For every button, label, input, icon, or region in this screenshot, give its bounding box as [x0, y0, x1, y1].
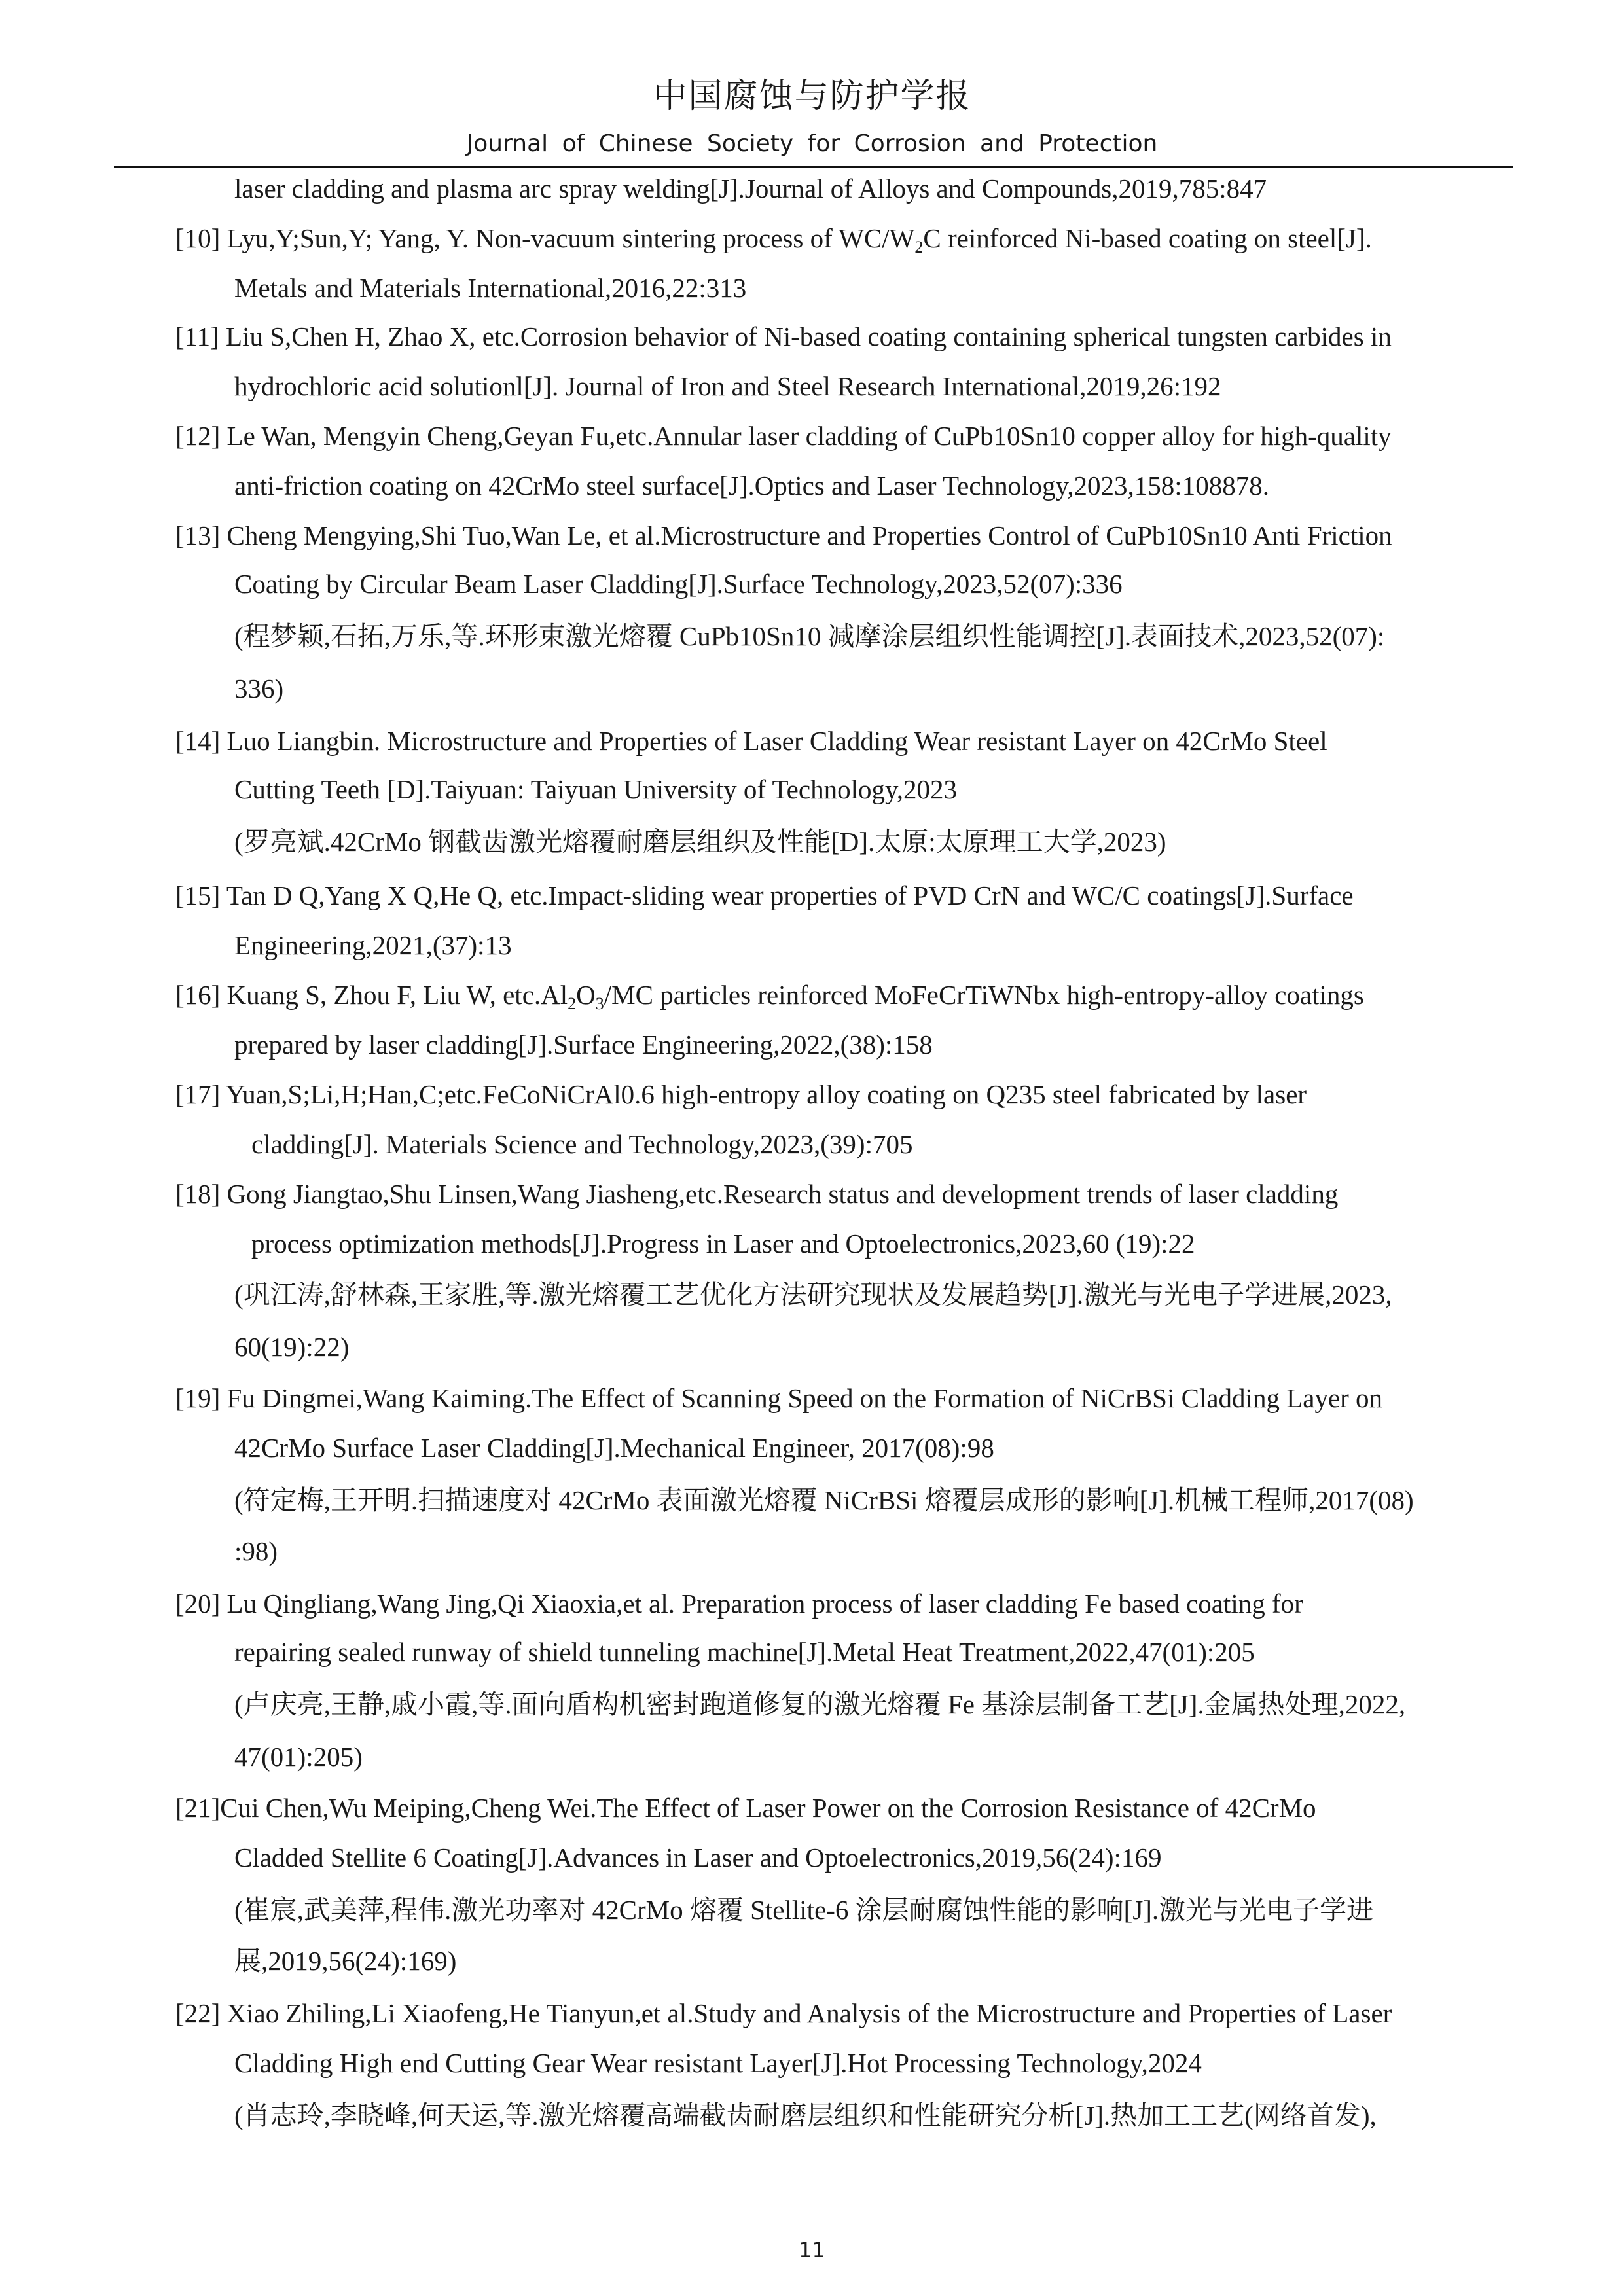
reference-19-line-4: :98) [234, 1536, 278, 1566]
reference-13-line-1: [13] Cheng Mengying,Shi Tuo,Wan Le, et al.Microstructure and Properties Control of CuPb10Sn10 Anti Friction [175, 520, 1392, 550]
reference-11-line-2: hydrochloric acid solutionl[J]. Journal of Iron and Steel Research International,2019,26:192 [234, 371, 1221, 401]
reference-10-line-1 [175, 219, 1372, 258]
reference-14-line-1: [14] Luo Liangbin. Microstructure and Properties of Laser Cladding Wear resistant Layer on 42CrMo Steel [175, 726, 1327, 756]
reference-16-text-b: /MC particles reinforced MoFeCrTiWNbx high-entropy-alloy coatings [604, 980, 1364, 1010]
reference-14-line-3: (罗亮斌.42CrMo 钢截齿激光熔覆耐磨层组织及性能[D].太原:太原理工大学,2023) [234, 827, 1166, 857]
reference-11-line-1: [11] Liu S,Chen H, Zhao X, etc.Corrosion behavior of Ni-based coating containing spherical tungsten carbides in [175, 321, 1392, 351]
reference-20-line-4: 47(01):205) [234, 1742, 363, 1772]
reference-13-line-4: 336) [234, 673, 284, 704]
reference-16-subscript-2: 3 [595, 994, 604, 1013]
reference-12-line-1: [12] Le Wan, Mengyin Cheng,Geyan Fu,etc.Annular laser cladding of CuPb10Sn10 copper alloy for high-quality [175, 421, 1392, 451]
reference-16-line-1 [175, 975, 1364, 1014]
reference-10-line-2: Metals and Materials International,2016,22:313 [234, 273, 747, 303]
reference-13-line-3: (程梦颖,石拓,万乐,等.环形束激光熔覆 CuPb10Sn10 减摩涂层组织性能调控[J].表面技术,2023,52(07): [234, 621, 1385, 651]
reference-21-line-4: 展,2019,56(24):169) [234, 1946, 457, 1976]
reference-10-subscript: 2 [914, 238, 924, 257]
reference-21-line-2: Cladded Stellite 6 Coating[J].Advances in Laser and Optoelectronics,2019,56(24):169 [234, 1842, 1162, 1873]
reference-10-text-a: [10] Lyu,Y;Sun,Y; Yang, Y. Non-vacuum sintering process of WC/W [175, 223, 915, 253]
reference-22-line-2: Cladding High end Cutting Gear Wear resistant Layer[J].Hot Processing Technology,2024 [234, 2048, 1202, 2078]
reference-21-line-1: [21]Cui Chen,Wu Meiping,Cheng Wei.The Effect of Laser Power on the Corrosion Resistance of 42CrMo [175, 1793, 1316, 1823]
reference-9-continuation: laser cladding and plasma arc spray welding[J].Journal of Alloys and Compounds,2019,785:847 [234, 173, 1267, 204]
reference-18-line-4: 60(19):22) [234, 1332, 350, 1362]
reference-18-line-3: (巩江涛,舒林森,王家胜,等.激光熔覆工艺优化方法研究现状及发展趋势[J].激光与光电子学进展,2023, [234, 1280, 1392, 1310]
reference-20-line-2: repairing sealed runway of shield tunneling machine[J].Metal Heat Treatment,2022,47(01):205 [234, 1637, 1255, 1667]
reference-19-line-1: [19] Fu Dingmei,Wang Kaiming.The Effect of Scanning Speed on the Formation of NiCrBSi Cladding Layer on [175, 1383, 1383, 1413]
page-number: 11 [799, 2238, 825, 2263]
journal-title-english: Journal of Chinese Society for Corrosion and Protection [466, 130, 1158, 157]
reference-19-line-2: 42CrMo Surface Laser Cladding[J].Mechanical Engineer, 2017(08):98 [234, 1433, 994, 1463]
journal-title-chinese: 中国腐蚀与防护学报 [653, 77, 971, 116]
reference-19-line-3: (符定梅,王开明.扫描速度对 42CrMo 表面激光熔覆 NiCrBSi 熔覆层成形的影响[J].机械工程师,2017(08) [234, 1485, 1414, 1515]
reference-15-line-2: Engineering,2021,(37):13 [234, 930, 512, 960]
reference-18-line-2: process optimization methods[J].Progress in Laser and Optoelectronics,2023,60 (19):22 [251, 1229, 1195, 1259]
reference-10-text-b: C reinforced Ni-based coating on steel[J]. [923, 223, 1372, 253]
reference-20-line-3: (卢庆亮,王静,戚小霞,等.面向盾构机密封跑道修复的激光熔覆 Fe 基涂层制备工艺[J].金属热处理,2022, [234, 1689, 1406, 1719]
reference-20-line-1: [20] Lu Qingliang,Wang Jing,Qi Xiaoxia,et al. Preparation process of laser cladding Fe based coating for [175, 1588, 1303, 1619]
reference-22-line-3: (肖志玲,李晓峰,何天运,等.激光熔覆高端截齿耐磨层组织和性能研究分析[J].热加工工艺(网络首发), [234, 2100, 1377, 2130]
reference-16-text-mid: O [576, 980, 596, 1010]
reference-17-line-1: [17] Yuan,S;Li,H;Han,C;etc.FeCoNiCrAl0.6 high-entropy alloy coating on Q235 steel fabricated by laser [175, 1079, 1307, 1109]
reference-17-line-2: cladding[J]. Materials Science and Technology,2023,(39):705 [251, 1129, 913, 1159]
reference-16-subscript-1: 2 [568, 994, 577, 1013]
reference-22-line-1: [22] Xiao Zhiling,Li Xiaofeng,He Tianyun,et al.Study and Analysis of the Microstructure and Properties of Laser [175, 1998, 1392, 2028]
reference-21-line-3: (崔宸,武美萍,程伟.激光功率对 42CrMo 熔覆 Stellite-6 涂层耐腐蚀性能的影响[J].激光与光电子学进 [234, 1895, 1374, 1925]
reference-15-line-1: [15] Tan D Q,Yang X Q,He Q, etc.Impact-sliding wear properties of PVD CrN and WC/C coatings[J].Surface [175, 880, 1354, 910]
reference-13-line-2: Coating by Circular Beam Laser Cladding[J].Surface Technology,2023,52(07):336 [234, 569, 1123, 599]
reference-12-line-2: anti-friction coating on 42CrMo steel surface[J].Optics and Laser Technology,2023,158:108878. [234, 471, 1269, 501]
reference-14-line-2: Cutting Teeth [D].Taiyuan: Taiyuan University of Technology,2023 [234, 774, 958, 804]
reference-18-line-1: [18] Gong Jiangtao,Shu Linsen,Wang Jiasheng,etc.Research status and development trends of laser cladding [175, 1179, 1339, 1209]
reference-16-text-a: [16] Kuang S, Zhou F, Liu W, etc.Al [175, 980, 568, 1010]
reference-16-line-2: prepared by laser cladding[J].Surface Engineering,2022,(38):158 [234, 1030, 933, 1060]
